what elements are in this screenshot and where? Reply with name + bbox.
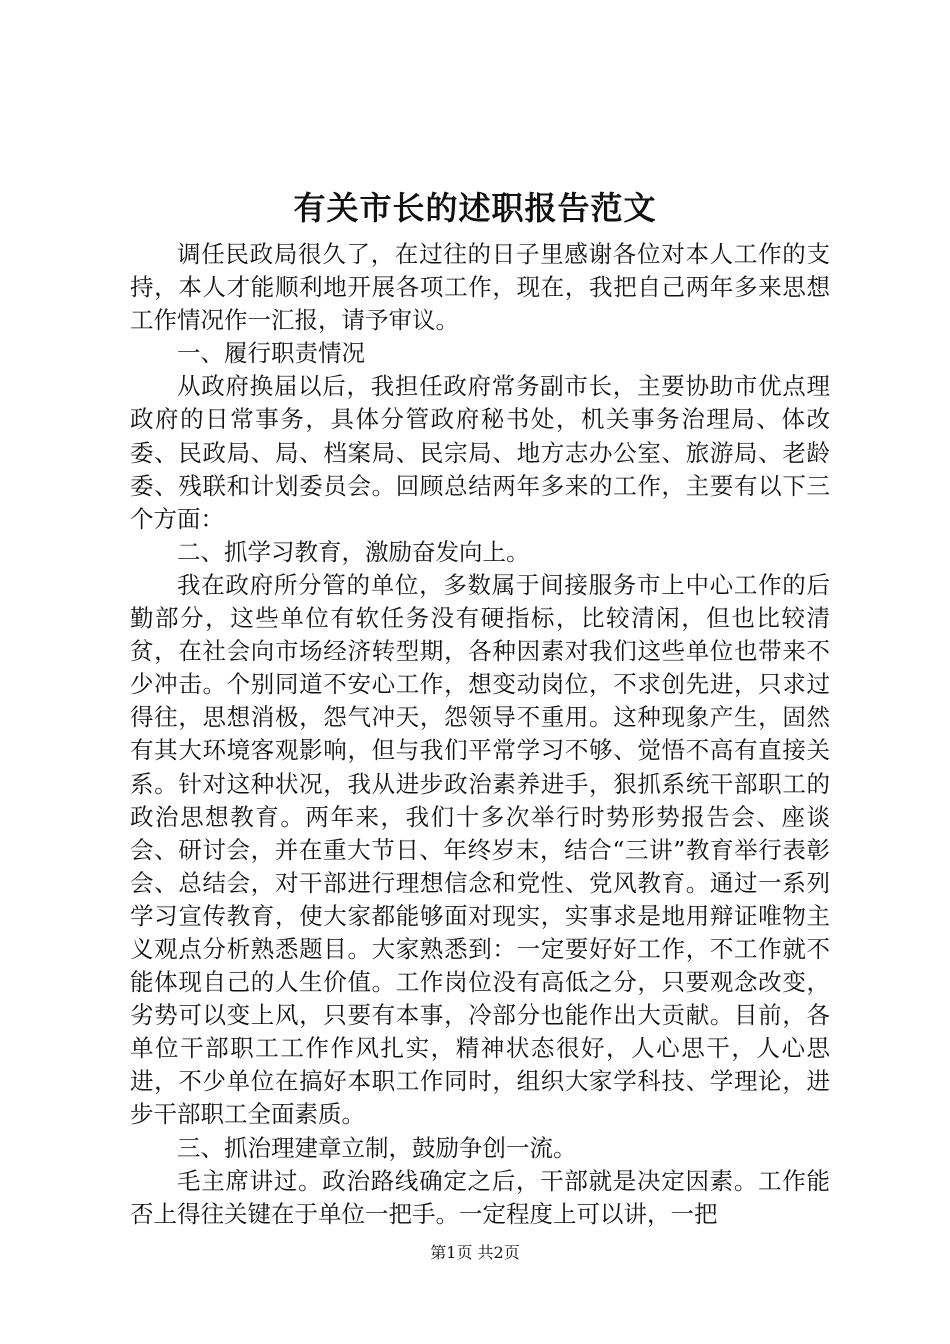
section-heading-1: 一、履行职责情况 xyxy=(177,339,365,368)
paragraph-education: 我在政府所分管的单位，多数属于间接服务市上中心工作的后勤部分，这些单位有软任务没有硬指标，比较清闲，但也比较清贫，在社会向市场经济转型期，各种因素对我们这些单位也带来不少冲击。个别同道不安心工作，想变动岗位，不求创先进，只求过得往，思想消极，怨气冲天，怨领导不重用。这种现象产生，固然有其大环境客观影响，但与我们平常学习不够、觉悟不高有直接关系。针对这种状况，我从进步政治素养进手，狠抓系统干部职工的政治思想教育。两年来，我们十多次举行时势形势报告会、座谈会、研讨会，并在重大节日、年终岁末，结合“三讲”教育举行表彰会、总结会，对干部进行理想信念和党性、党风教育。通过一系列学习宣传教育，使大家都能够面对现实，实事求是地用辩证唯物主义观点分析熟悉题目。大家熟悉到：一定要好好工作，不工作就不能体现自己的人生价值。工作岗位没有高低之分，只要观念改变，劣势可以变上风，只要有本事，冷部分也能作出大贡献。目前，各单位干部职工工作作风扎实，精神状态很好，人心思干，人心思进，不少单位在搞好本职工作同时，组织大家学科技、学理论，进步干部职工全面素质。 xyxy=(130,570,830,1129)
paragraph-management: 毛主席讲过。政治路线确定之后，干部就是决定因素。工作能否上得往关键在于单位一把手。一定程度上可以讲，一把 xyxy=(130,1166,830,1228)
document-body xyxy=(130,238,830,1231)
section-heading-2: 二、抓学习教育，激励奋发向上。 xyxy=(177,537,530,566)
document-title: 有关市长的述职报告范文 xyxy=(293,189,657,227)
page-number-footer: 第1页 共2页 xyxy=(430,1243,520,1262)
section-heading-3: 三、抓治理建章立制，鼓励争创一流。 xyxy=(177,1133,577,1162)
paragraph-duties: 从政府换届以后，我担任政府常务副市长，主要协助市优点理政府的日常事务，具体分管政府秘书处，机关事务治理局、体改委、民政局、局、档案局、民宗局、地方志办公室、旅游局、老龄委、残联和计划委员会。回顾总结两年多来的工作，主要有以下三个方面： xyxy=(130,372,830,533)
paragraph-intro: 调任民政局很久了，在过往的日子里感谢各位对本人工作的支持，本人才能顺利地开展各项工作，现在，我把自己两年多来思想工作情况作一汇报，请予审议。 xyxy=(130,240,830,335)
